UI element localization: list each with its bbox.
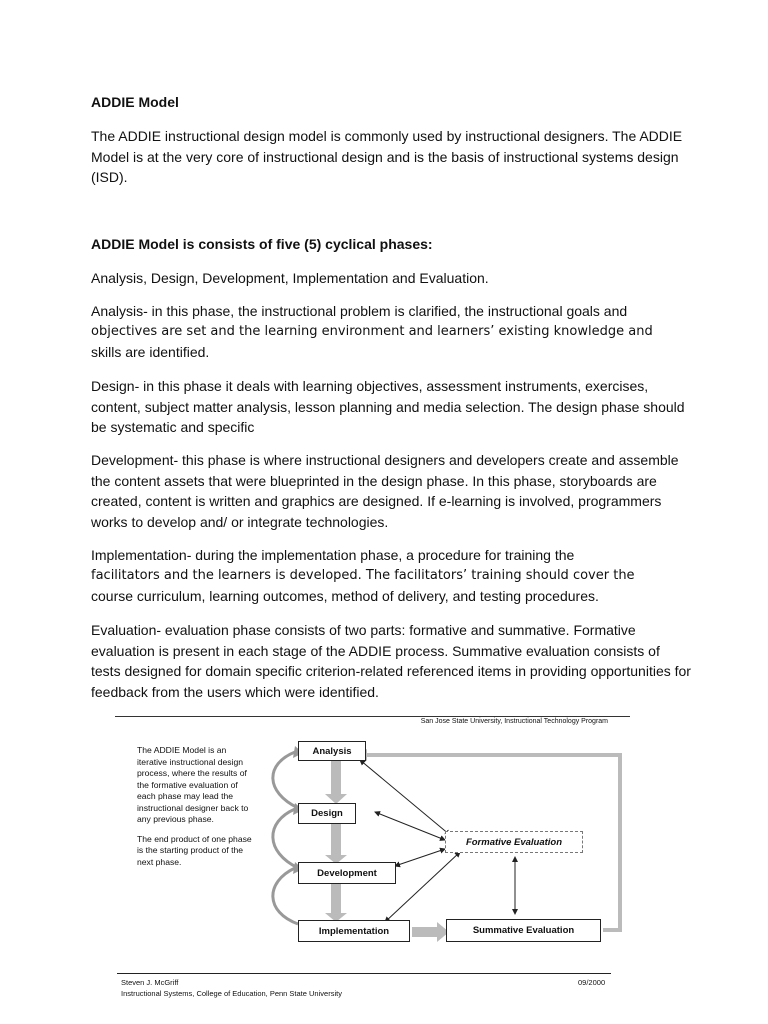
implementation-line-2: facilitators and the learners is developed. The facilitators’ training should cover the — [91, 567, 635, 583]
caption-paragraph-2: The end product of one phase is the starting product of the next phase. — [137, 833, 252, 867]
caption-paragraph-1: The ADDIE Model is an iterative instructional design process, where the results of the formative evaluation of each phase may lead the instructional designer back to any previous phase. — [137, 745, 249, 824]
figure-source: San Jose State University, Instructional Technology Program — [420, 718, 608, 725]
addie-diagram — [115, 712, 630, 944]
page-title: ADDIE Model — [91, 94, 179, 110]
footer-institution: Instructional Systems, College of Education, Penn State University — [121, 989, 342, 998]
diagram-connectors — [115, 712, 630, 944]
footer-author: Steven J. McGriff — [121, 978, 179, 987]
impl-to-summative-arrow — [412, 927, 438, 937]
development-paragraph: Development- this phase is where instructional designers and developers create and assemble the content assets that were blueprinted in the design phase. In this phase, storyboards are created, content is written and graphics are designed. If e-learning is involved, programmers works to develop and/ or integrate technologies. — [91, 452, 679, 530]
implementation-line-1: Implementation- during the implementation phase, a procedure for training the — [91, 547, 575, 563]
implementation-paragraph — [91, 545, 691, 607]
phases-list: Analysis, Design, Development, Implementation and Evaluation. — [91, 270, 489, 286]
analysis-line-1: Analysis- in this phase, the instructional problem is clarified, the instructional goals and — [91, 303, 628, 319]
design-box: Design — [298, 803, 356, 824]
analysis-line-3: skills are identified. — [91, 344, 210, 360]
analysis-box: Analysis — [298, 741, 366, 761]
intro-paragraph: The ADDIE instructional design model is commonly used by instructional designers. The ADDIE Model is at the very core of instructional design and is the basis of instructional systems design (ISD). — [91, 128, 683, 185]
evaluation-paragraph: Evaluation- evaluation phase consists of two parts: formative and summative. Formative evaluation is present in each stage of the ADDIE process. Summative evaluation consists of tests designed for domain specific criterion-related referenced items in providing opportunities for feedback from the users which were identified. — [91, 622, 691, 700]
implementation-box: Implementation — [298, 920, 410, 942]
feedback-curves — [273, 752, 298, 924]
implementation-line-3: course curriculum, learning outcomes, method of delivery, and testing procedures. — [91, 588, 599, 604]
analysis-line-2: objectives are set and the learning environment and learners’ existing knowledge and — [91, 323, 653, 339]
footer-rule — [117, 973, 611, 974]
downward-flow-arrows — [325, 761, 347, 922]
formative-evaluation-box: Formative Evaluation — [445, 831, 583, 853]
analysis-paragraph — [91, 301, 691, 363]
design-paragraph: Design- in this phase it deals with learning objectives, assessment instruments, exercises, content, subject matter analysis, lesson planning and media selection. The design phase should be systematic and specific — [91, 378, 685, 435]
development-box: Development — [298, 862, 396, 884]
summative-evaluation-box: Summative Evaluation — [446, 919, 601, 942]
footer-date: 09/2000 — [578, 978, 606, 987]
phases-heading: ADDIE Model is consists of five (5) cyclical phases: — [91, 236, 433, 252]
